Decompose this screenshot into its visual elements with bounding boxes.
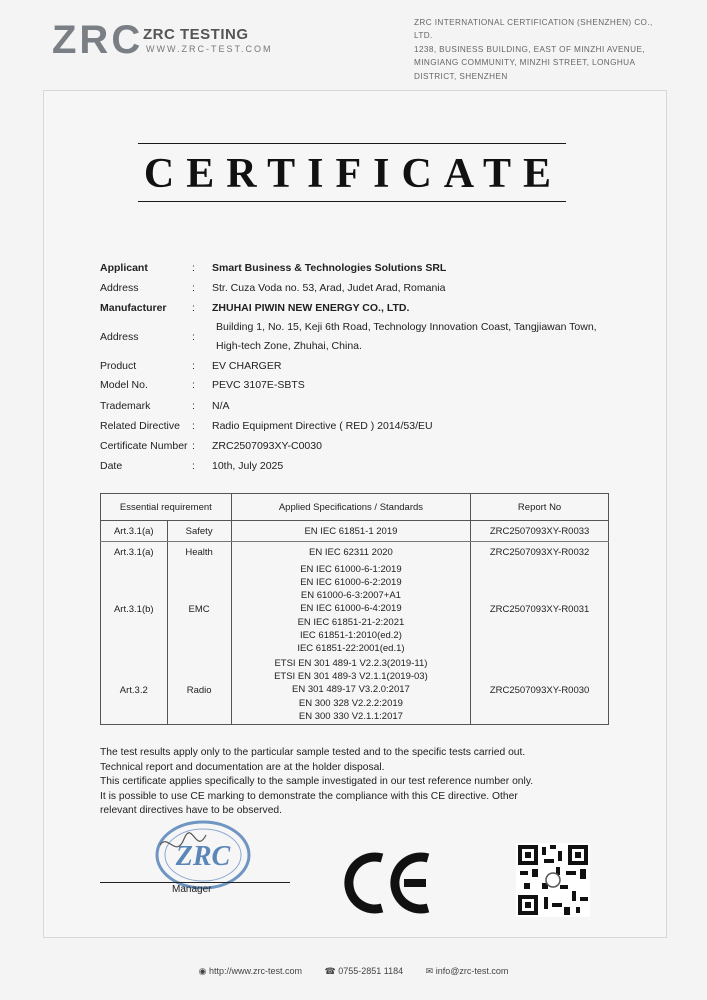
footer-contact: [0, 966, 707, 977]
company-address: [414, 16, 674, 83]
table-header-row: [101, 494, 609, 521]
note-line: relevant directives have to be observed.: [100, 805, 283, 817]
article-cell: Art.3.1(b): [101, 562, 168, 656]
category-cell: Radio: [167, 656, 231, 725]
phone-text: ☎ 0755-2851 1184: [324, 966, 404, 976]
email-text: info@zrc-test.com: [435, 966, 509, 976]
column-header-report: Report No: [471, 494, 609, 521]
model-label: Model No.: [100, 379, 148, 391]
directive-value: Radio Equipment Directive ( RED ) 2014/53/EU: [212, 420, 433, 432]
brand-name: ZRC TESTING: [143, 26, 249, 43]
colon: :: [192, 360, 195, 372]
table-row: [101, 521, 609, 542]
standard-line: IEC 61851-1:2010(ed.2): [299, 629, 402, 641]
applicant-label: Applicant: [100, 262, 148, 274]
standard-cell: [231, 562, 470, 656]
company-line: 1238, BUSINESS BUILDING, EAST OF MINZHI AVENUE,: [414, 44, 645, 54]
article-cell: Art.3.2: [101, 656, 168, 725]
colon: :: [192, 440, 195, 452]
standard-cell: EN IEC 62311 2020: [231, 542, 470, 563]
standard-line: EN 301 489-17 V3.2.0:2017: [292, 684, 410, 696]
email-link[interactable]: ✉ info@zrc-test.com: [425, 966, 509, 976]
column-header-requirement: Essential requirement: [101, 494, 232, 521]
standard-line: EN 61000-6-3:2007+A1: [300, 590, 401, 602]
signature-line: [100, 882, 290, 883]
report-cell: ZRC2507093XY-R0030: [471, 656, 609, 725]
certificate-notes: [100, 746, 580, 819]
table-row: [101, 542, 609, 563]
colon: :: [192, 331, 195, 343]
article-cell: Art.3.1(a): [101, 521, 168, 542]
column-header-standards: Applied Specifications / Standards: [231, 494, 470, 521]
standard-line: EN 300 330 V2.1.1:2017: [298, 710, 403, 722]
report-cell: ZRC2507093XY-R0031: [471, 562, 609, 656]
directive-label: Related Directive: [100, 420, 180, 432]
trademark-label: Trademark: [100, 400, 151, 412]
company-stamp: [148, 815, 258, 895]
colon: :: [192, 282, 195, 294]
website-text: http://www.zrc-test.com: [208, 966, 303, 976]
category-cell: Health: [167, 542, 231, 563]
company-line: MINGIANG COMMUNITY, MINZHI STREET, LONGHUA: [414, 58, 636, 68]
standard-line: EN IEC 61851-21-2:2021: [297, 616, 405, 628]
table-row: [101, 656, 609, 725]
manufacturer-address-line2: High-tech Zone, Zhuhai, China.: [216, 340, 362, 352]
applicant-value: Smart Business & Technologies Solutions SRL: [212, 262, 447, 274]
report-cell: ZRC2507093XY-R0033: [471, 521, 609, 542]
product-label: Product: [100, 360, 137, 372]
colon: :: [192, 379, 195, 391]
standard-line: ETSI EN 301 489-1 V2.2.3(2019-11): [274, 658, 428, 670]
colon: :: [192, 460, 195, 472]
standard-cell: EN IEC 61851-1 2019: [231, 521, 470, 542]
colon: :: [192, 400, 195, 412]
note-line: It is possible to use CE marking to demonstrate the compliance with this CE directive. Other: [100, 790, 518, 802]
certificate-number-label: Certificate Number: [100, 440, 188, 452]
report-cell: ZRC2507093XY-R0032: [471, 542, 609, 563]
stamp-text: ZRC: [175, 841, 231, 872]
category-cell: EMC: [167, 562, 231, 656]
address-label: Address: [100, 282, 139, 294]
standard-line: EN IEC 61000-6-1:2019: [300, 564, 402, 576]
company-line: DISTRICT, SHENZHEN: [414, 71, 508, 81]
certificate-title: CERTIFICATE: [143, 151, 564, 197]
brand-url: WWW.ZRC-TEST.COM: [146, 44, 273, 54]
title-rule-bottom: [138, 201, 566, 202]
trademark-value: N/A: [212, 400, 230, 412]
manufacturer-label: Manufacturer: [100, 302, 167, 314]
manager-label: Manager: [172, 884, 212, 895]
model-value: PEVC 3107E-SBTS: [212, 379, 305, 391]
date-value: 10th, July 2025: [212, 460, 284, 472]
standards-table: [100, 493, 609, 725]
standard-line: EN IEC 61000-6-4:2019: [300, 603, 402, 615]
colon: :: [192, 302, 195, 314]
standard-line: IEC 61851-22:2001(ed.1): [297, 642, 405, 654]
address-label: Address: [100, 331, 139, 343]
note-line: This certificate applies specifically to the sample investigated in our test reference number only.: [100, 776, 534, 788]
company-line: ZRC INTERNATIONAL CERTIFICATION (SHENZHEN) CO., LTD.: [414, 18, 653, 41]
product-value: EV CHARGER: [212, 360, 282, 372]
title-rule-top: [138, 143, 566, 144]
standard-cell: [231, 656, 470, 725]
article-cell: Art.3.1(a): [101, 542, 168, 563]
zrc-logo: [52, 18, 143, 63]
note-line: The test results apply only to the particular sample tested and to the specific tests carried out.: [100, 747, 526, 758]
manufacturer-value: ZHUHAI PIWIN NEW ENERGY CO., LTD.: [212, 302, 410, 314]
manufacturer-address-line1: Building 1, No. 15, Keji 6th Road, Technology Innovation Coast, Tangjiawan Town,: [216, 321, 597, 333]
ce-mark-icon: [342, 850, 434, 916]
standard-line: EN 300 328 V2.2.2:2019: [298, 697, 403, 709]
standard-line: ETSI EN 301 489-3 V2.1.1(2019-03): [274, 671, 428, 683]
category-cell: Safety: [167, 521, 231, 542]
certificate-number-value: ZRC2507093XY-C0030: [212, 440, 322, 452]
table-row: [101, 562, 609, 656]
qr-code-icon: [516, 843, 590, 917]
applicant-address-value: Str. Cuza Voda no. 53, Arad, Judet Arad, Romania: [212, 282, 446, 294]
website-link[interactable]: ◉ http://www.zrc-test.com: [198, 966, 303, 976]
colon: :: [192, 262, 195, 274]
date-label: Date: [100, 460, 123, 472]
note-line: Technical report and documentation are at the holder disposal.: [100, 761, 385, 773]
colon: :: [192, 420, 195, 432]
standard-line: EN IEC 61000-6-2:2019: [300, 577, 402, 589]
phone-value: 0755-2851 1184: [338, 966, 404, 976]
logo-text: ZRC: [52, 18, 144, 62]
